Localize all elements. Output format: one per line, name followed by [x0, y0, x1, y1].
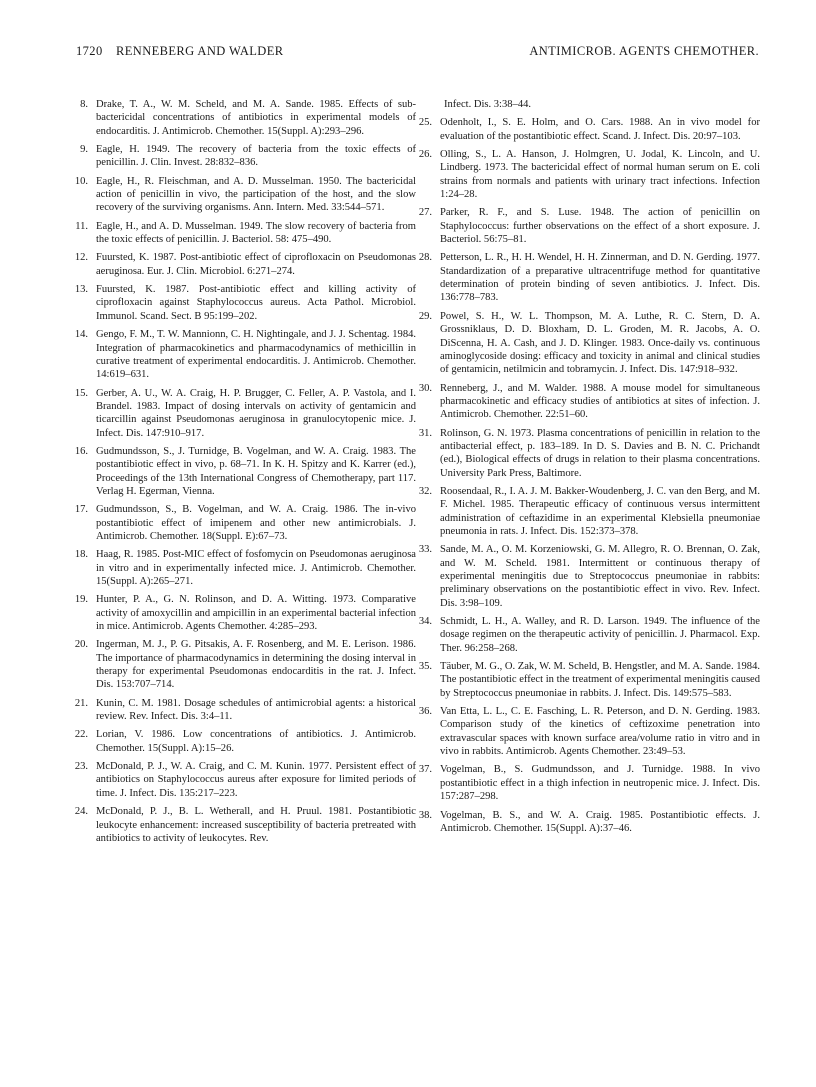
reference-item — [76, 445, 416, 498]
reference-item — [76, 760, 416, 800]
reference-number: 10. — [74, 175, 88, 187]
reference-text: Drake, T. A., W. M. Scheld, and M. A. Sande. 1985. Effects of sub-bactericidal concentrations of antibiotics in experimental models of endocarditis. J. Antimicrob. Chemother. 15(Suppl. A):293–296. — [96, 99, 416, 137]
reference-item — [420, 382, 760, 422]
reference-item — [76, 220, 416, 247]
reference-item — [420, 543, 760, 610]
reference-text: McDonald, P. J., W. A. Craig, and C. M. Kunin. 1977. Persistent effect of antibiotics on Staphylococcus aureus after exposure for limited periods of time. J. Infect. Dis. 135:217–223. — [96, 761, 416, 799]
reference-text: Gudmundsson, S., J. Turnidge, B. Vogelman, and W. A. Craig. 1983. The postantibiotic effect in vivo, p. 68–71. In K. H. Spitzy and K. Karrer (ed.), Proceedings of the 13th International Congress of Chemotherapy, part 117. Verlag H. Egerman, Vienna. — [96, 445, 416, 497]
reference-text: Ingerman, M. J., P. G. Pitsakis, A. F. Rosenberg, and M. E. Lerison. 1986. The importance of pharmacodynamics in determining the dosing interval in therapy for experimental Pseudomonas endocarditis in the rat. J. Infect. Dis. 153:707–714. — [96, 639, 416, 691]
reference-item — [76, 387, 416, 440]
reference-text: Parker, R. F., and S. Luse. 1948. The action of penicillin on Staphylococcus: further observations on the effect of a short exposure. J. Bacteriol. 56:75–81. — [440, 207, 760, 246]
reference-text: Fuursted, K. 1987. Post-antibiotic effect of ciprofloxacin on Pseudomonas aeruginosa. Eur. J. Clin. Microbiol. 6:271–274. — [96, 252, 416, 277]
reference-number: 28. — [418, 252, 432, 264]
reference-number: 29. — [418, 310, 432, 322]
reference-text: Sande, M. A., O. M. Korzeniowski, G. M. Allegro, R. O. Brennan, O. Zak, and W. M. Scheld. 1981. Intermittent or continuous therapy of experimental meningitis due to Streptococcus pneumoniae in rabbits: preliminary observations on the postantibiotic effect in vivo. Rev. Infect. Dis. 3:98–109. — [440, 544, 760, 609]
reference-item — [420, 251, 760, 304]
reference-number: 11. — [75, 220, 88, 232]
reference-text: Eagle, H. 1949. The recovery of bacteria from the toxic effects of penicillin. J. Clin. Invest. 28:832–836. — [96, 144, 416, 169]
reference-number: 38. — [418, 809, 432, 821]
reference-item — [76, 638, 416, 691]
reference-number: 12. — [74, 252, 88, 264]
reference-number: 14. — [74, 329, 88, 341]
reference-number: 37. — [418, 764, 432, 776]
reference-text: Roosendaal, R., I. A. J. M. Bakker-Woudenberg, J. C. van den Berg, and M. F. Michel. 1985. Therapeutic efficacy of continuous versus intermittent administration of ceftazidime in an experimental Klebsiella pneumoniae pneumonia in rats. J. Infect. Dis. 152:373–378. — [440, 485, 760, 537]
reference-item — [76, 143, 416, 170]
reference-item — [420, 148, 760, 201]
reference-text: Powel, S. H., W. L. Thompson, M. A. Luthe, R. C. Stern, D. A. Grossniklaus, D. D. Bloxham, D. L. Groden, M. R. Jacobs, A. O. DiScenna, H. A. Cash, and J. D. Klinger. 1983. Once-daily vs. continuous aminoglycoside dosing: efficacy and toxicity in animal and clinical studies of gentamicin, netilmicin and tobramycin. J. Infect. Dis. 147:918–932. — [440, 310, 760, 376]
running-head-authors: RENNEBERG AND WALDER — [116, 44, 284, 58]
reference-text: Gerber, A. U., W. A. Craig, H. P. Brugger, C. Feller, A. P. Vastola, and I. Brandel. 1983. Impact of dosing intervals on activity of gentamicin and ticarcillin against Pseudomonas aeruginosa in granulocytopenic mice. J. Infect. Dis. 147:910–917. — [96, 387, 416, 439]
reference-item — [76, 328, 416, 381]
reference-item — [420, 660, 760, 700]
reference-number: 20. — [74, 639, 88, 651]
reference-text: McDonald, P. J., B. L. Wetherall, and H. Pruul. 1981. Postantibiotic leukocyte enhancement: increased susceptibility of bacteria pretreated with antibiotics to activity of leukocytes. Rev. — [96, 806, 416, 844]
reference-item — [420, 116, 760, 143]
reference-text: Petterson, L. R., H. H. Wendel, H. H. Zinnerman, and D. N. Gerding. 1977. Standardization of a preparative ultracentrifuge method for quantitative determination of protein binding of seven antibiotics. J. Infect. Dis. 136:778–783. — [440, 252, 760, 304]
reference-number: 25. — [418, 117, 432, 129]
reference-number: 17. — [74, 504, 88, 516]
reference-number: 19. — [74, 594, 88, 606]
reference-text: Vogelman, B. S., and W. A. Craig. 1985. Postantibiotic effects. J. Antimicrob. Chemother. 15(Suppl. A):37–46. — [440, 809, 760, 834]
reference-number: 22. — [74, 729, 88, 741]
reference-text: Eagle, H., R. Fleischman, and A. D. Musselman. 1950. The bactericidal action of penicillin in vivo, the participation of the host, and the slow recovery of the surviving organisms. Ann. Intern. Med. 33:544–571. — [96, 175, 416, 214]
reference-text: Vogelman, B., S. Gudmundsson, and J. Turnidge. 1988. In vivo postantibiotic effect in a thigh infection in neutropenic mice. J. Infect. Dis. 157:287–298. — [440, 764, 760, 803]
reference-item — [76, 251, 416, 278]
reference-text: Olling, S., L. A. Hanson, J. Holmgren, U. Jodal, K. Lincoln, and U. Lindberg. 1973. The bactericidal effect of normal human serum on E. coli strains from normals and patients with urinary tract infections. Infection 1:24–28. — [440, 149, 760, 201]
reference-text: Gengo, F. M., T. W. Mannionn, C. H. Nightingale, and J. J. Schentag. 1984. Integration of pharmacokinetics and pharmacodynamics of methicillin in curative treatment of experimental endocarditis. J. Antimicrob. Chemother. 14:619–631. — [96, 329, 416, 381]
reference-number: 31. — [418, 427, 432, 439]
running-head-journal: ANTIMICROB. AGENTS CHEMOTHER. — [529, 44, 759, 58]
reference-item — [76, 805, 416, 845]
reference-number: 13. — [74, 284, 88, 296]
reference-item — [420, 615, 760, 655]
reference-number: 21. — [74, 697, 88, 709]
reference-text: Hunter, P. A., G. N. Rolinson, and D. A. Witting. 1973. Comparative activity of amoxycillin and ampicillin in an experimental bacterial infection in mice. Antimicrob. Agents Chemother. 4:285–293. — [96, 594, 416, 633]
page-header — [76, 44, 759, 62]
reference-text: Haag, R. 1985. Post-MIC effect of fosfomycin on Pseudomonas aeruginosa in vitro and in experimentally infected mice. J. Antimicrob. Chemother. 15(Suppl. A):265–271. — [96, 549, 416, 587]
reference-number: 30. — [418, 382, 432, 394]
reference-text: Fuursted, K. 1987. Post-antibiotic effect and killing activity of ciprofloxacin against Staphylococcus aureus. Acta Pathol. Microbiol. Immunol. Scand. Sect. B 95:199–202. — [96, 284, 416, 322]
reference-number: 27. — [418, 207, 432, 219]
reference-number: 23. — [74, 761, 88, 773]
reference-item — [420, 310, 760, 377]
reference-text: Lorian, V. 1986. Low concentrations of antibiotics. J. Antimicrob. Chemother. 15(Suppl. A):15–26. — [96, 729, 416, 754]
reference-item — [76, 593, 416, 633]
reference-number: 24. — [74, 806, 88, 818]
reference-continuation — [420, 98, 760, 111]
reference-number: 8. — [80, 99, 88, 110]
reference-text: Täuber, M. G., O. Zak, W. M. Scheld, B. Hengstler, and M. A. Sande. 1984. The postantibiotic effect in the treatment of experimental meningitis caused by Streptococcus pneumoniae in rabbits. J. Infect. Dis. 149:575–583. — [440, 661, 760, 699]
reference-number: 35. — [418, 661, 432, 673]
reference-number: 33. — [418, 544, 432, 556]
reference-number: 16. — [74, 445, 88, 457]
reference-column-left — [76, 98, 416, 850]
reference-text: Infect. Dis. 3:38–44. — [444, 99, 531, 110]
reference-item — [76, 697, 416, 724]
reference-text: Rolinson, G. N. 1973. Plasma concentrations of penicillin in relation to the antibacterial effect, p. 183–189. In D. S. Davies and B. N. C. Prichandt (ed.), Biological effects of drugs in relation to their plasma concentrations. University Park Press, Baltimore. — [440, 427, 760, 479]
reference-text: Renneberg, J., and M. Walder. 1988. A mouse model for simultaneous pharmacokinetic and efficacy studies of antibiotics at sites of infection. J. Antimicrob. Chemother. 22:51–60. — [440, 382, 760, 421]
reference-item — [76, 548, 416, 588]
reference-item — [76, 283, 416, 323]
reference-text: Van Etta, L. L., C. E. Fasching, L. R. Peterson, and D. N. Gerding. 1983. Comparison study of the kinetics of ceftizoxime penetration into extravascular spaces with known surface area/volume ratio in vitro and in vivo in rabbits. Antimicrob. Agents Chemother. 23:49–53. — [440, 706, 760, 758]
reference-item — [76, 98, 416, 138]
reference-item — [420, 705, 760, 758]
reference-text: Eagle, H., and A. D. Musselman. 1949. The slow recovery of bacteria from the toxic effects of penicillin. J. Bacteriol. 58: 475–490. — [96, 220, 416, 246]
reference-text: Schmidt, L. H., A. Walley, and R. D. Larson. 1949. The influence of the dosage regimen on the therapeutic activity of penicillin. J. Pharmacol. Exp. Ther. 96:258–268. — [440, 616, 760, 654]
reference-text: Kunin, C. M. 1981. Dosage schedules of antimicrobial agents: a historical review. Rev. Infect. Dis. 3:4–11. — [96, 697, 416, 723]
reference-item — [420, 427, 760, 480]
reference-item — [76, 175, 416, 215]
reference-item — [76, 728, 416, 755]
reference-number: 32. — [418, 485, 432, 497]
reference-number: 18. — [74, 549, 88, 561]
reference-item — [420, 206, 760, 246]
reference-item — [420, 763, 760, 803]
reference-number: 15. — [74, 387, 88, 399]
reference-item — [420, 485, 760, 538]
reference-item — [420, 809, 760, 836]
reference-number: 36. — [418, 706, 432, 718]
reference-text: Gudmundsson, S., B. Vogelman, and W. A. Craig. 1986. The in-vivo postantibiotic effect of imipenem and other new antimicrobials. J. Antimicrob. Chemother. 18(Suppl. E):67–73. — [96, 504, 416, 542]
reference-column-right — [420, 98, 760, 840]
page-number: 1720 — [76, 44, 103, 58]
reference-text: Odenholt, I., S. E. Holm, and O. Cars. 1988. An in vivo model for evaluation of the postantibiotic effect. Scand. J. Infect. Dis. 20:97–103. — [440, 117, 760, 142]
reference-number: 26. — [418, 149, 432, 161]
reference-number: 9. — [80, 144, 88, 156]
reference-number: 34. — [418, 616, 432, 628]
reference-item — [76, 503, 416, 543]
